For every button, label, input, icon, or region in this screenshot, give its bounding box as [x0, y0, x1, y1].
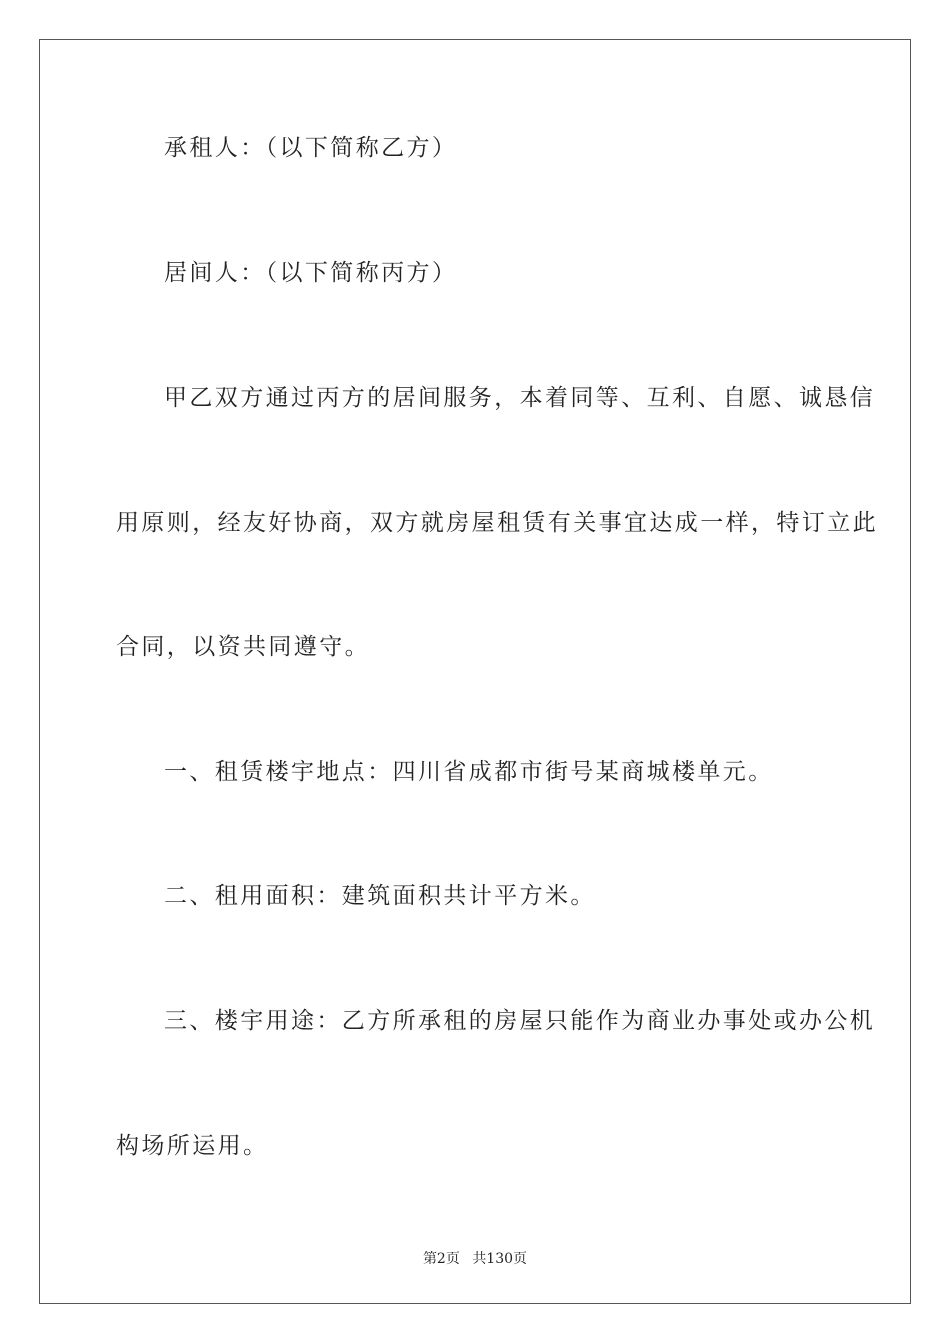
- clause-1-location: 一、租赁楼宇地点：四川省成都市街号某商城楼单元。: [164, 759, 774, 785]
- paragraph-intro-line-3: 合同，以资共同遵守。: [116, 634, 370, 660]
- page-frame: [39, 39, 911, 1304]
- clause-3-usage-line-1: 三、楼宇用途：乙方所承租的房屋只能作为商业办事处或办公机: [164, 1008, 876, 1034]
- clause-2-area: 二、租用面积：建筑面积共计平方米。: [164, 883, 596, 909]
- paragraph-intro-line-1: 甲乙双方通过丙方的居间服务，本着同等、互利、自愿、诚恳信: [164, 385, 876, 411]
- paragraph-intermediary: 居间人：（以下简称丙方）: [164, 260, 458, 286]
- total-pages: 共130页: [472, 1251, 528, 1267]
- page-number: 第2页: [422, 1251, 460, 1267]
- paragraph-lessee: 承租人：（以下简称乙方）: [164, 135, 458, 161]
- paragraph-intro-line-2: 用原则，经友好协商，双方就房屋租赁有关事宜达成一样，特订立此: [116, 510, 878, 536]
- page-footer: [0, 1248, 950, 1268]
- clause-3-usage-line-2: 构场所运用。: [116, 1133, 269, 1159]
